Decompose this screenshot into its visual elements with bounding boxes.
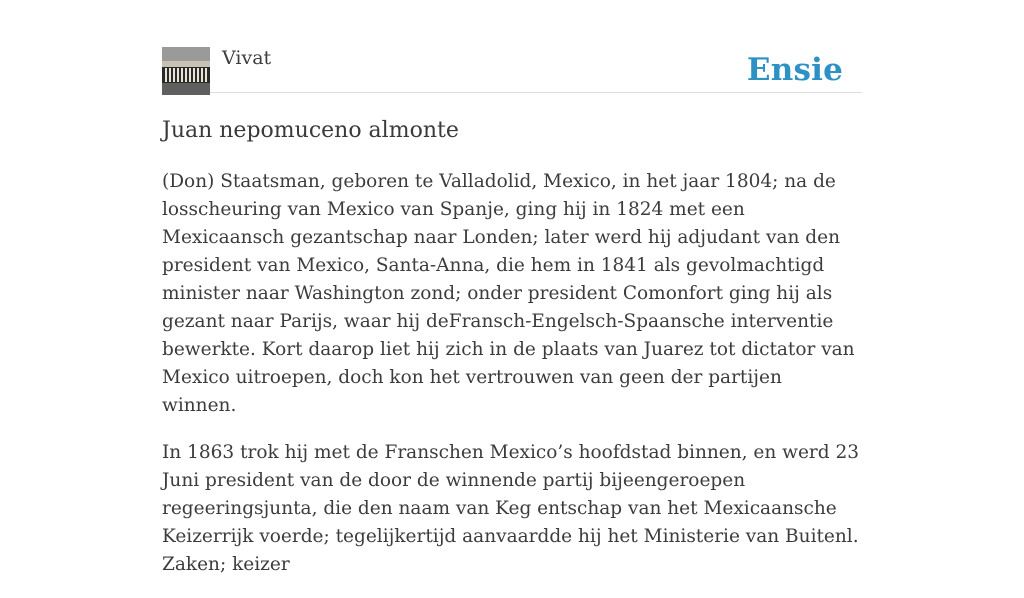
author-avatar[interactable] — [162, 47, 210, 95]
author-name[interactable]: Vivat — [222, 47, 272, 69]
typewriter-keys-icon — [162, 47, 210, 95]
article-paragraph: (Don) Staatsman, geboren te Valladolid, Mexico, in het jaar 1804; na de losscheuring van Mexico van Spanje, ging hij in 1824 met een Mexicaansch gezantschap naar Londen; later werd hij adjudant van den president van Mexico, Santa-Anna, die hem in 1841 als gevolmachtigd minister naar Washington zond; onder president Comonfort ging hij als gezant naar Parijs, waar hij deFransch-Engelsch-Spaansche interventie bewerkte. Kort daarop liet hij zich in de plaats van Juarez tot dictator van Mexico uitroepen, doch kon het vertrouwen van geen der partijen winnen. — [162, 171, 855, 416]
article-header — [162, 47, 862, 93]
article-body — [162, 168, 862, 598]
article-paragraph: In 1863 trok hij met de Franschen Mexico’s hoofdstad binnen, en werd 23 Juni president van de door de winnende partij bijeengeroepen regeeringsjunta, die den naam van Keg entschap van het Mexicaansche Keizerrijk voerde; tegelijkertijd aanvaardde hij het Ministerie van Buitenl. Zaken; keizer — [162, 442, 860, 575]
article-title: Juan nepomuceno almonte — [162, 118, 459, 143]
brand-logo[interactable]: Ensie — [746, 52, 843, 88]
